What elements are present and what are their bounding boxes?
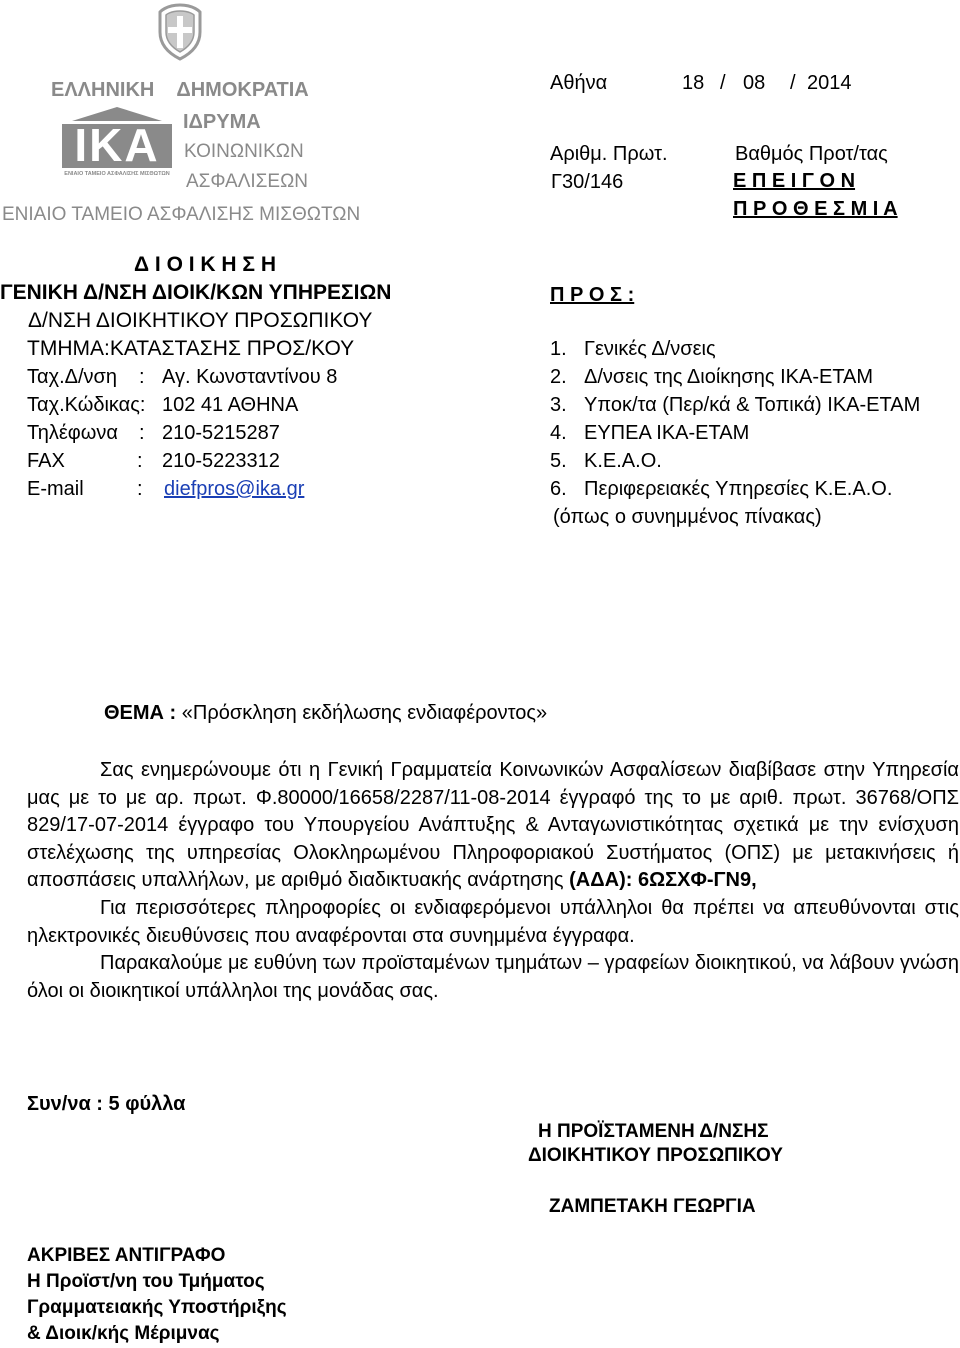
date-year: 2014 bbox=[807, 72, 852, 94]
list-item: 1. Γενικές Δ/νσεις bbox=[550, 338, 716, 360]
place: Αθήνα bbox=[550, 72, 608, 94]
recipients-note: (όπως ο συνημμένος πίνακας) bbox=[553, 506, 822, 528]
recipients-title: Π Ρ Ο Σ : bbox=[550, 284, 635, 306]
fund-name: ΕΝΙΑΙΟ ΤΑΜΕΙΟ ΑΣΦΑΛΙΣΗΣ ΜΙΣΘΩΤΩΝ bbox=[2, 204, 361, 225]
ika-logo bbox=[62, 107, 172, 185]
date-sep-1: / bbox=[720, 72, 726, 94]
list-item: 3. Υποκ/τα (Περ/κά & Τοπικά) ΙΚΑ-ΕΤΑΜ bbox=[550, 394, 921, 416]
protocol-number: Γ30/146 bbox=[551, 171, 624, 193]
contact-fax: FAX : 210-5223312 bbox=[27, 450, 280, 472]
list-item: 4. ΕΥΠΕΑ ΙΚΑ-ΕΤΑΜ bbox=[550, 422, 750, 444]
date-sep-2: / bbox=[790, 72, 796, 94]
body-text bbox=[27, 757, 959, 1005]
contact-postcode: Ταχ.Κώδικας: 102 41 ΑΘΗΝΑ bbox=[27, 394, 299, 416]
copy-line-4: & Διοικ/κής Μέριμνας bbox=[27, 1323, 220, 1344]
email-link[interactable]: diefpros@ika.gr bbox=[164, 478, 305, 500]
subject-line bbox=[104, 702, 547, 725]
general-directorate: ΓΕΝΙΚΗ Δ/ΝΣΗ ΔΙΟΙΚ/ΚΩΝ ΥΠΗΡΕΣΙΩΝ bbox=[0, 281, 392, 304]
list-item: 5. Κ.Ε.Α.Ο. bbox=[550, 450, 662, 472]
department: ΤΜΗΜΑ:ΚΑΤΑΣΤΑΣΗΣ ΠΡΟΣ/ΚΟΥ bbox=[27, 337, 355, 360]
signature-title-2: ΔΙΟΙΚΗΤΙΚΟΥ ΠΡΟΣΩΠΙΚΟΥ bbox=[528, 1145, 783, 1166]
attachments: Συν/να : 5 φύλλα bbox=[27, 1093, 186, 1115]
body-paragraph-2: Για περισσότερες πληροφορίες οι ενδιαφερόμενοι υπάλληλοι θα πρέπει να απευθύνονται στις ηλεκτρονικές διευθύνσεις που αναφέρονται στα συνημμένα έγγραφα. bbox=[27, 896, 959, 947]
priority-label: Βαθμός Προτ/τας bbox=[735, 143, 888, 165]
body-paragraph-3: Παρακαλούμε με ευθύνη των προϊσταμένων τμημάτων – γραφείων διοικητικού, να λάβουν γνώση όλοι οι διοικητικοί υπάλληλοι της μονάδας σας. bbox=[27, 952, 959, 1002]
copy-line-2: Η Προϊστ/νη του Τμήματος bbox=[27, 1271, 265, 1292]
list-item: 2. Δ/νσεις της Διοίκησης ΙΚΑ-ΕΤΑΜ bbox=[550, 366, 874, 388]
republic-heading: ΕΛΛΗΝΙΚΗ ΔΗΜΟΚΡΑΤΙΑ bbox=[51, 79, 309, 101]
copy-line-3: Γραμματειακής Υποστήριξης bbox=[27, 1297, 287, 1318]
date-day: 18 bbox=[682, 72, 705, 94]
priority-urgent: Ε Π Ε Ι Γ Ο Ν bbox=[733, 170, 856, 192]
protocol-label: Αριθμ. Πρωτ. bbox=[550, 143, 668, 165]
institute-line-1: ΙΔΡΥΜΑ bbox=[183, 111, 261, 133]
dioikisi-heading: Δ Ι Ο Ι Κ Η Σ Η bbox=[134, 253, 277, 276]
recipients-list bbox=[550, 335, 950, 531]
priority-deadline: Π Ρ Ο Θ Ε Σ Μ Ι Α bbox=[733, 198, 898, 220]
subject-text: «Πρόσκληση εκδήλωσης ενδιαφέροντος» bbox=[181, 702, 548, 724]
contact-address: Ταχ.Δ/νση : Αγ. Κωνσταντίνου 8 bbox=[27, 366, 338, 388]
contact-email: E-mail : diefpros@ika.gr bbox=[27, 478, 305, 500]
institute-line-3: ΑΣΦΑΛΙΣΕΩΝ bbox=[186, 171, 309, 192]
logo-subtext: ΕΝΙΑΙΟ ΤΑΜΕΙΟ ΑΣΦΑΛΙΣΗΣ ΜΙΣΘΩΤΩΝ bbox=[64, 171, 170, 177]
copy-line-1: ΑΚΡΙΒΕΣ ΑΝΤΙΓΡΑΦΟ bbox=[27, 1245, 226, 1266]
signature-title-1: Η ΠΡΟΪΣΤΑΜΕΝΗ Δ/ΝΣΗΣ bbox=[538, 1121, 769, 1142]
list-item: 6. Περιφερειακές Υπηρεσίες Κ.Ε.Α.Ο. bbox=[550, 478, 893, 500]
institute-line-2: ΚΟΙΝΩΝΙΚΩΝ bbox=[184, 141, 304, 162]
directorate: Δ/ΝΣΗ ΔΙΟΙΚΗΤΙΚΟΥ ΠΡΟΣΩΠΙΚΟΥ bbox=[28, 309, 373, 332]
contact-phone: Τηλέφωνα : 210-5215287 bbox=[27, 422, 280, 444]
date-month: 08 bbox=[743, 72, 766, 94]
signatory-name: ΖΑΜΠΕΤΑΚΗ ΓΕΩΡΓΙΑ bbox=[549, 1196, 756, 1217]
subject-label: ΘΕΜΑ : bbox=[104, 702, 177, 724]
logo-text: IKA bbox=[74, 119, 160, 171]
coat-of-arms-icon bbox=[154, 2, 206, 62]
body-paragraph-1: Σας ενημερώνουμε ότι η Γενική Γραμματεία Κοινωνικών Ασφαλίσεων διαβίβασε στην Υπηρεσία μας με το με αρ. πρωτ. Φ.80000/16658/2287/11-08-2014 έγγραφό της το με αριθ. πρωτ. 36768/ΟΠΣ 829/17-07-2014 έγγραφο του Υπουργείου Ανάπτυξης & Ανταγωνιστικότητας σχετικά με την ενίσχυση στελέχωσης της υπηρεσίας Ολοκληρωμένου Πληροφοριακού Συστήματος (ΟΠΣ) με μετακινήσεις ή αποσπάσεις υπαλλήλων, με αριθμό διαδικτυακής ανάρτησης (ΑΔΑ): 6ΩΣΧΦ-ΓΝ9, bbox=[27, 759, 959, 892]
